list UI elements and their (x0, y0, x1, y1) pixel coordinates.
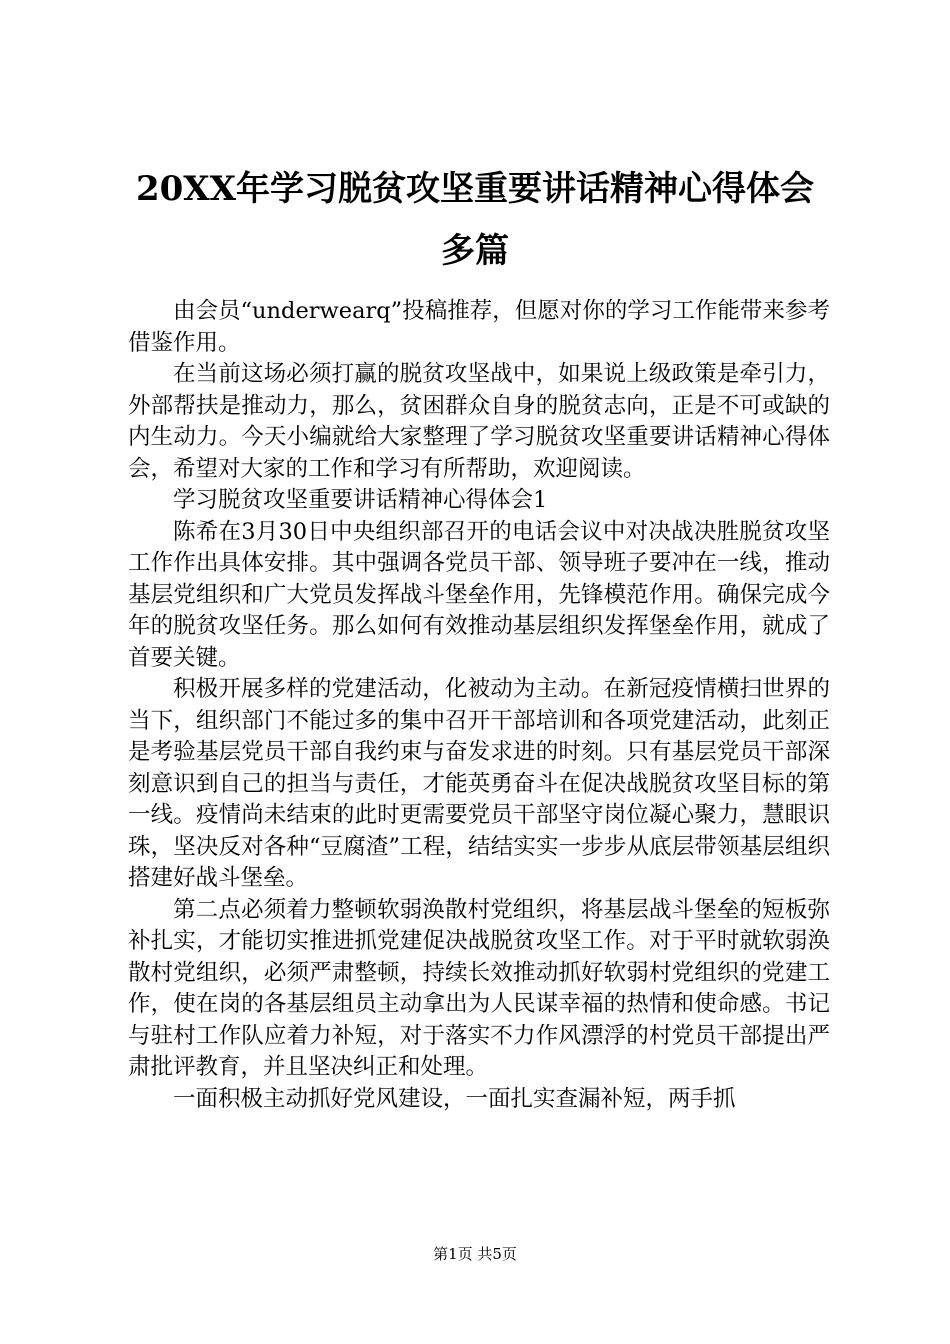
document-body (128, 296, 830, 1115)
section-heading: 学习脱贫攻坚重要讲话精神心得体会1 (173, 487, 548, 513)
title-line-2: 多篇 (441, 231, 509, 271)
page-footer: 第1页 共5页 (433, 1245, 517, 1263)
paragraph: 积极开展多样的党建活动，化被动为主动。在新冠疫情横扫世界的当下，组织部门不能过多的集中召开干部培训和各项党建活动，此刻正是考验基层党员干部自我约束与奋发求进的时刻。只有基层党员干部深刻意识到自己的担当与责任，才能英勇奋斗在促决战脱贫攻坚目标的第一线。疫情尚未结束的此时更需要党员干部坚守岗位凝心聚力，慧眼识珠，坚决反对各种“豆腐渣”工程，结结实实一步步从底层带领基层组织搭建好战斗堡垒。 (128, 676, 830, 891)
document-title (120, 158, 830, 282)
paragraph: 陈希在3月30日中央组织部召开的电话会议中对决战决胜脱贫攻坚工作作出具体安排。其中强调各党员干部、领导班子要冲在一线，推动基层党组织和广大党员发挥战斗堡垒作用，先锋模范作用。确保完成今年的脱贫攻坚任务。那么如何有效推动基层组织发挥堡垒作用，就成了首要关键。 (128, 518, 830, 671)
title-line-1: 20XX年学习脱贫攻坚重要讲话精神心得体会 (135, 169, 815, 209)
paragraph: 第二点必须着力整顿软弱涣散村党组织，将基层战斗堡垒的短板弥补扎实，才能切实推进抓党建促决战脱贫攻坚工作。对于平时就软弱涣散村党组织，必须严肃整顿，持续长效推动抓好软弱村党组织的党建工作，使在岗的各基层组员主动拿出为人民谋幸福的热情和使命感。书记与驻村工作队应着力补短，对于落实不力作风漂浮的村党员干部提出严肃批评教育，并且坚决纠正和处理。 (128, 896, 830, 1080)
paragraph: 一面积极主动抓好党风建设，一面扎实查漏补短，两手抓 (173, 1085, 736, 1112)
paragraph: 由会员“underwearq”投稿推荐，但愿对你的学习工作能带来参考借鉴作用。 (128, 298, 830, 356)
paragraph: 在当前这场必须打赢的脱贫攻坚战中，如果说上级政策是牵引力，外部帮扶是推动力，那么，贫困群众自身的脱贫志向，正是不可或缺的内生动力。今天小编就给大家整理了学习脱贫攻坚重要讲话精神心得体会，希望对大家的工作和学习有所帮助，欢迎阅读。 (128, 361, 830, 482)
